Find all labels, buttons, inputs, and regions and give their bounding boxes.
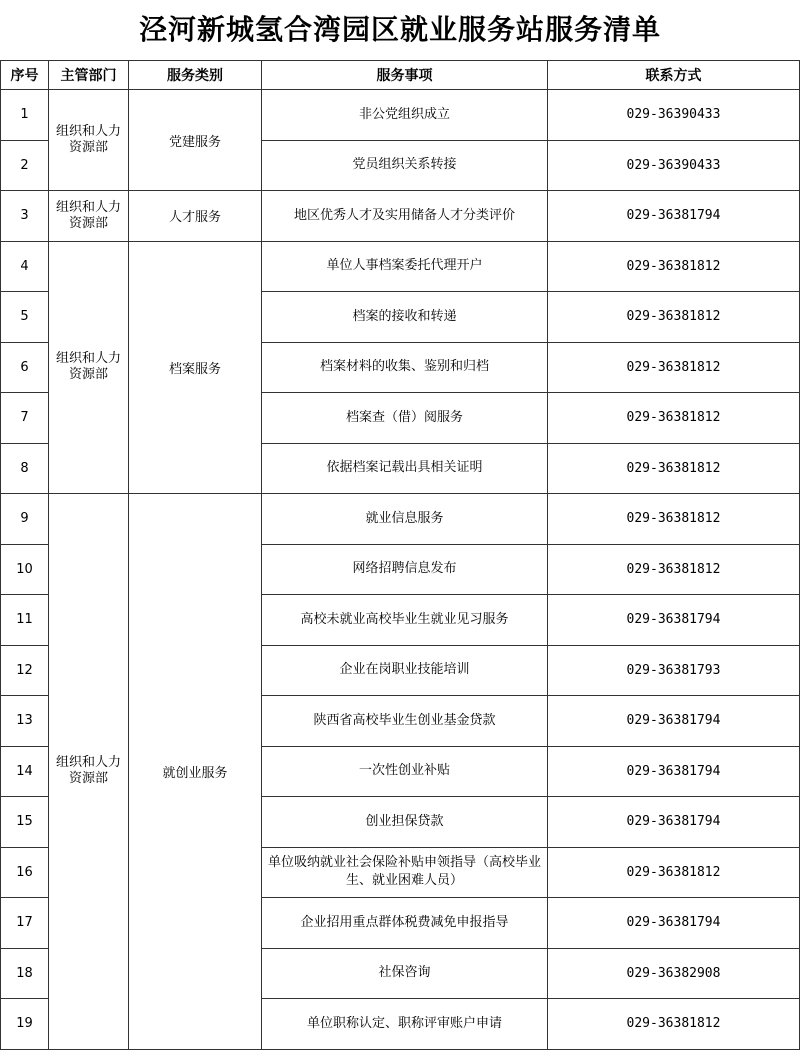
contact-phone: 029-36381812 [548, 443, 800, 494]
service-item: 党员组织关系转接 [262, 140, 548, 191]
row-seq: 7 [1, 393, 49, 444]
row-seq: 18 [1, 948, 49, 999]
service-item: 一次性创业补贴 [262, 746, 548, 797]
row-seq: 8 [1, 443, 49, 494]
service-item: 单位吸纳就业社会保险补贴申领指导（高校毕业生、就业困难人员） [262, 847, 548, 898]
header-dept: 主管部门 [49, 61, 129, 90]
dept-cell: 组织和人力资源部 [49, 90, 129, 191]
contact-phone: 029-36390433 [548, 140, 800, 191]
header-item: 服务事项 [262, 61, 548, 90]
service-item: 档案材料的收集、鉴别和归档 [262, 342, 548, 393]
category-cell: 人才服务 [129, 191, 262, 242]
contact-phone: 029-36381812 [548, 241, 800, 292]
contact-phone: 029-36381812 [548, 544, 800, 595]
service-item: 非公党组织成立 [262, 90, 548, 141]
row-seq: 5 [1, 292, 49, 343]
row-seq: 1 [1, 90, 49, 141]
service-item: 企业招用重点群体税费减免申报指导 [262, 898, 548, 949]
service-item: 档案查（借）阅服务 [262, 393, 548, 444]
service-item: 就业信息服务 [262, 494, 548, 545]
row-seq: 4 [1, 241, 49, 292]
row-seq: 2 [1, 140, 49, 191]
service-item: 地区优秀人才及实用储备人才分类评价 [262, 191, 548, 242]
contact-phone: 029-36381794 [548, 898, 800, 949]
contact-phone: 029-36381793 [548, 645, 800, 696]
service-item: 企业在岗职业技能培训 [262, 645, 548, 696]
header-seq: 序号 [1, 61, 49, 90]
table-row [1, 191, 800, 242]
row-seq: 14 [1, 746, 49, 797]
table-row [1, 494, 800, 545]
row-seq: 12 [1, 645, 49, 696]
row-seq: 19 [1, 999, 49, 1050]
service-item: 单位人事档案委托代理开户 [262, 241, 548, 292]
row-seq: 11 [1, 595, 49, 646]
contact-phone: 029-36382908 [548, 948, 800, 999]
contact-phone: 029-36381794 [548, 191, 800, 242]
table-row [1, 241, 800, 292]
header-contact: 联系方式 [548, 61, 800, 90]
row-seq: 16 [1, 847, 49, 898]
contact-phone: 029-36381794 [548, 797, 800, 848]
service-item: 社保咨询 [262, 948, 548, 999]
contact-phone: 029-36381794 [548, 595, 800, 646]
contact-phone: 029-36381812 [548, 292, 800, 343]
service-item: 依据档案记载出具相关证明 [262, 443, 548, 494]
contact-phone: 029-36381794 [548, 696, 800, 747]
category-cell: 党建服务 [129, 90, 262, 191]
service-item: 高校未就业高校毕业生就业见习服务 [262, 595, 548, 646]
service-item: 单位职称认定、职称评审账户申请 [262, 999, 548, 1050]
contact-phone: 029-36381812 [548, 393, 800, 444]
page-title: 泾河新城氢合湾园区就业服务站服务清单 [138, 13, 661, 46]
row-seq: 3 [1, 191, 49, 242]
dept-cell: 组织和人力资源部 [49, 191, 129, 242]
row-seq: 6 [1, 342, 49, 393]
contact-phone: 029-36381794 [548, 746, 800, 797]
row-seq: 9 [1, 494, 49, 545]
contact-phone: 029-36381812 [548, 999, 800, 1050]
row-seq: 10 [1, 544, 49, 595]
contact-phone: 029-36381812 [548, 494, 800, 545]
contact-phone: 029-36381812 [548, 847, 800, 898]
service-table [0, 60, 800, 1050]
contact-phone: 029-36381812 [548, 342, 800, 393]
row-seq: 13 [1, 696, 49, 747]
category-cell: 就创业服务 [129, 494, 262, 1050]
header-category: 服务类别 [129, 61, 262, 90]
table-row [1, 90, 800, 141]
service-item: 创业担保贷款 [262, 797, 548, 848]
contact-phone: 029-36390433 [548, 90, 800, 141]
category-cell: 档案服务 [129, 241, 262, 494]
table-header-row [1, 61, 800, 90]
service-item: 网络招聘信息发布 [262, 544, 548, 595]
row-seq: 15 [1, 797, 49, 848]
row-seq: 17 [1, 898, 49, 949]
service-item: 档案的接收和转递 [262, 292, 548, 343]
dept-cell: 组织和人力资源部 [49, 494, 129, 1050]
service-item: 陕西省高校毕业生创业基金贷款 [262, 696, 548, 747]
dept-cell: 组织和人力资源部 [49, 241, 129, 494]
